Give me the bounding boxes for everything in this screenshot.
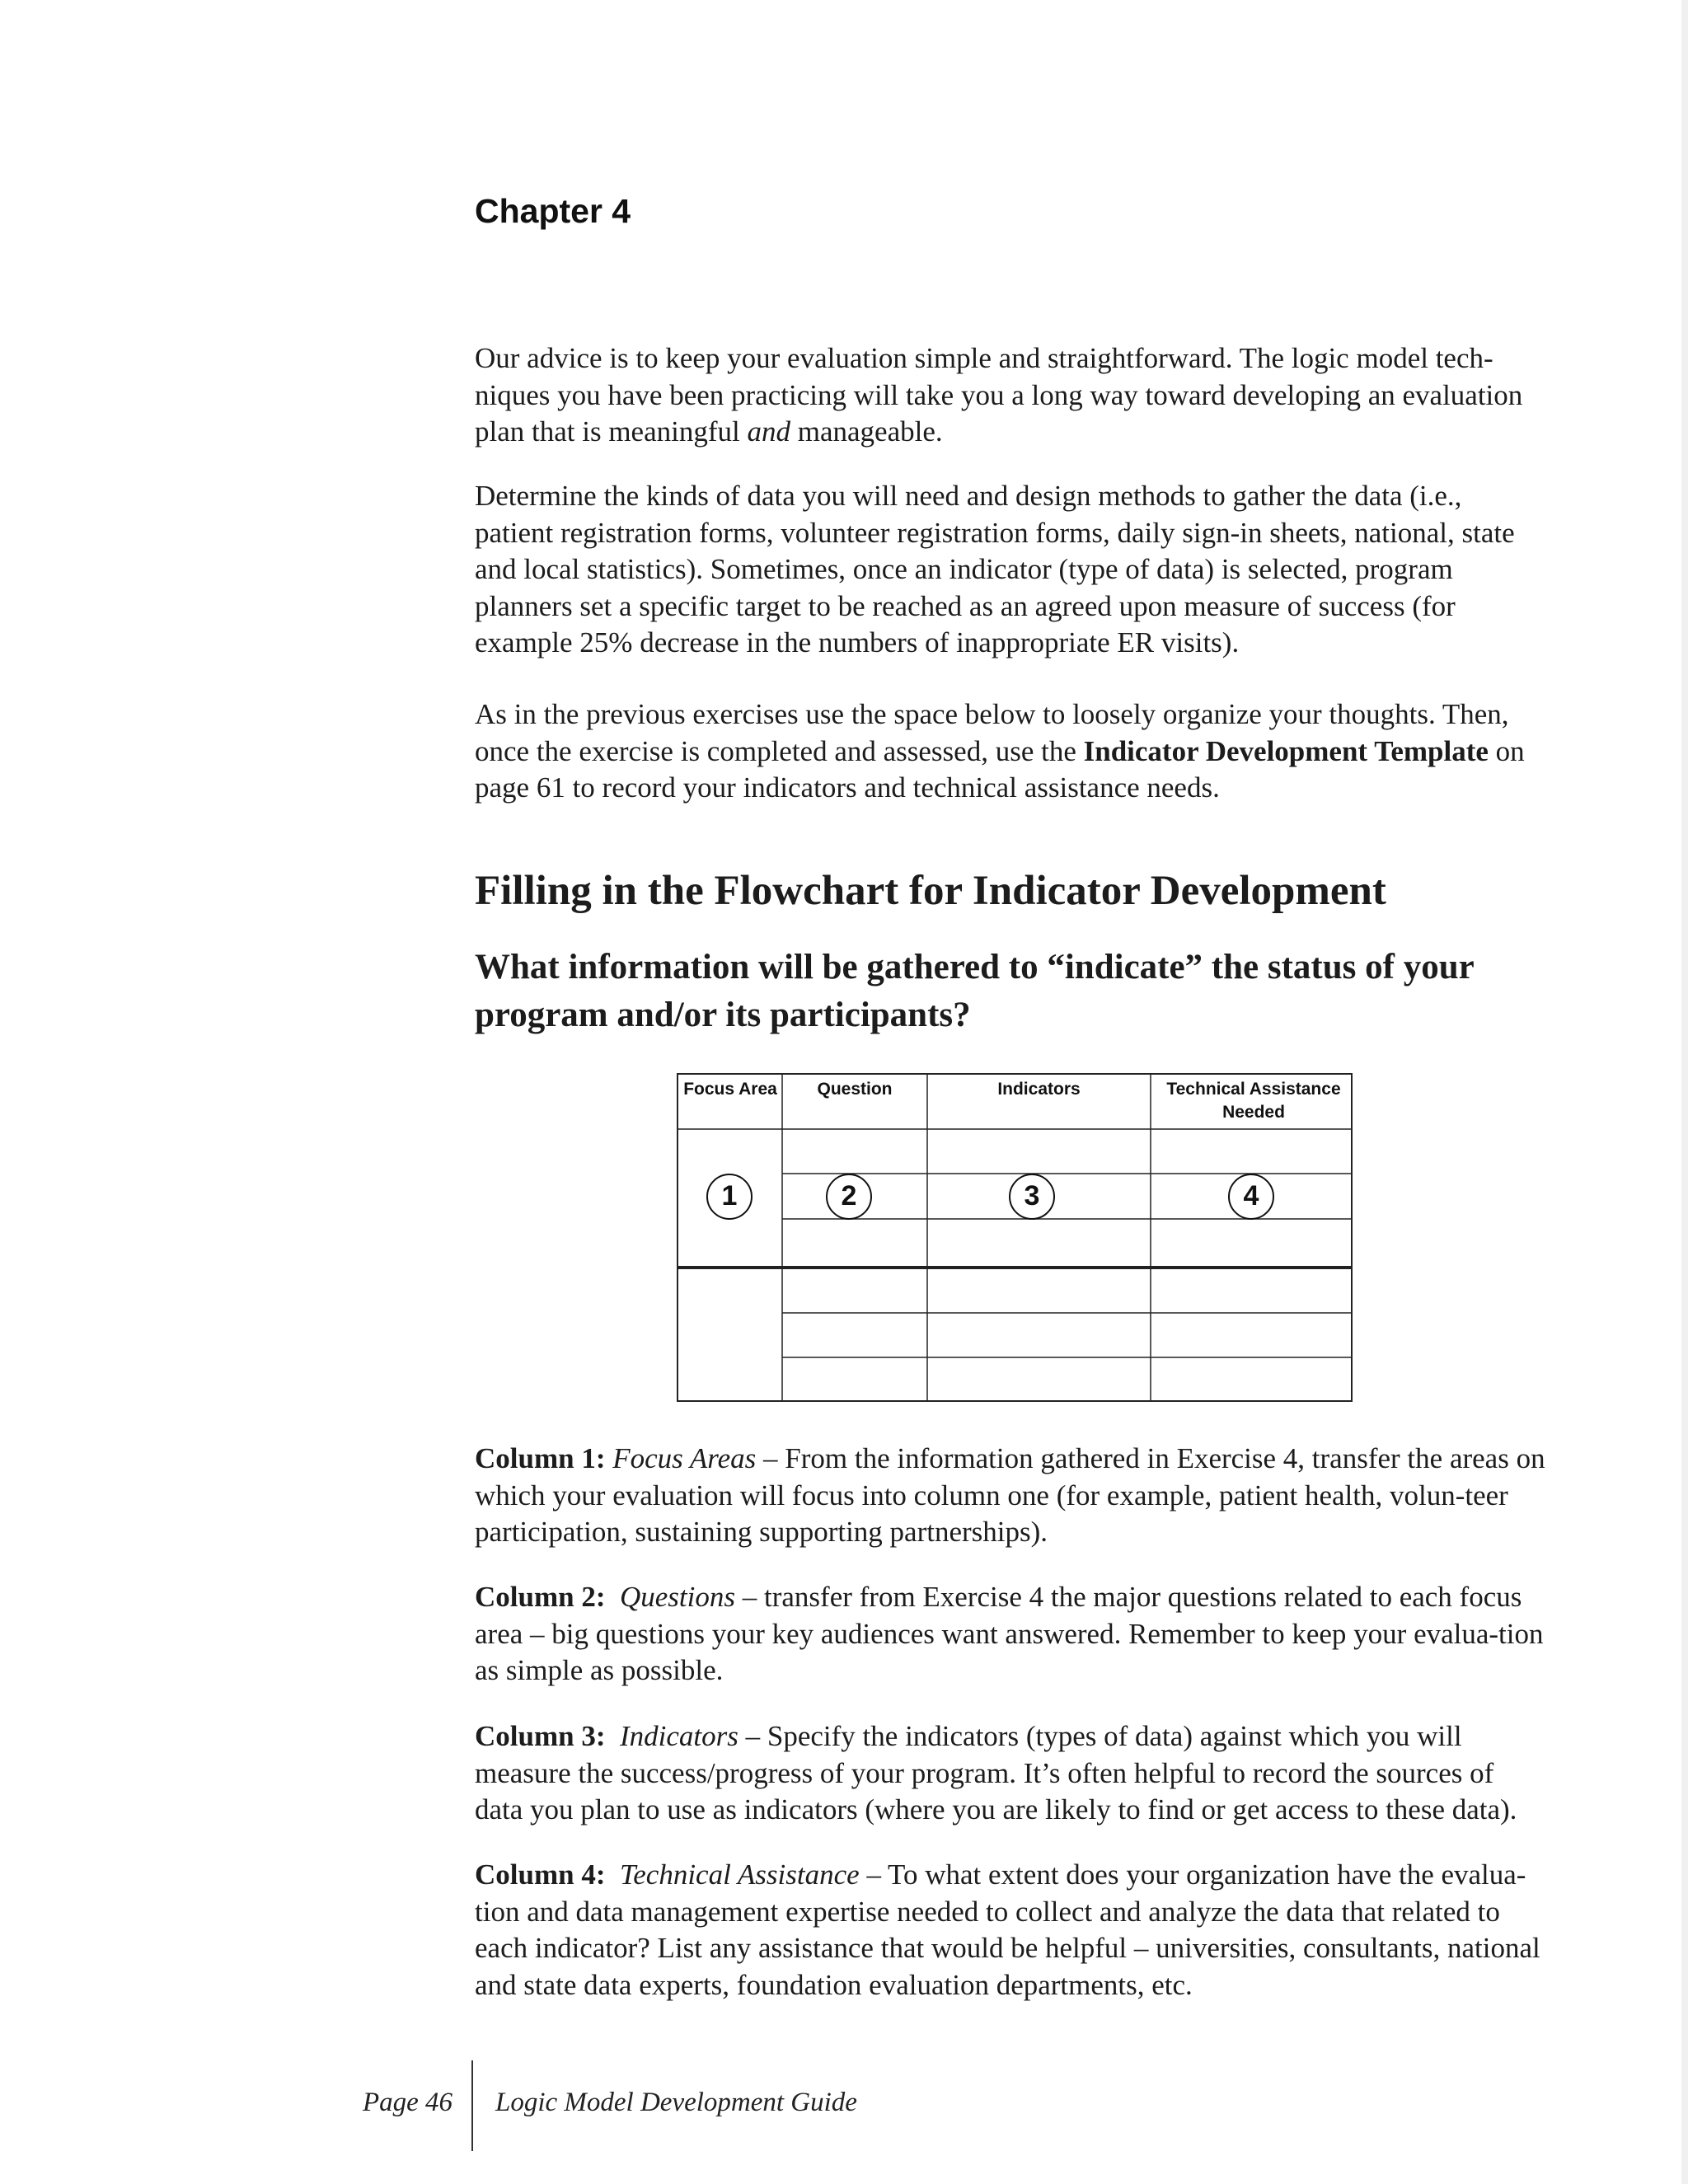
column-3-description [475, 1718, 1546, 1829]
intro-p1-text: Our advice is to keep your evaluation simple and straightforward. The logic model tech-niques you have been practicing will take you a long way toward developing an evaluation plan that is meaningful [475, 342, 1523, 448]
template-reference: Indicator Development Template [1083, 734, 1489, 767]
column-number-4: 4 [1228, 1174, 1274, 1220]
column-number-2: 2 [826, 1174, 872, 1220]
column-4-description [475, 1857, 1546, 2004]
column-2-term: Questions [620, 1581, 735, 1613]
intro-paragraph-1 [475, 340, 1546, 451]
column-1-description [475, 1441, 1546, 1551]
section-subtitle: What information will be gathered to “indicate” the status of your program and/or its participants? [475, 948, 1474, 1034]
page-number: Page 46 [363, 2088, 453, 2117]
header-indicators: Indicators [997, 1080, 1081, 1099]
column-2-label: Column 2: [475, 1581, 606, 1613]
intro-paragraph-3 [475, 696, 1546, 807]
footer-divider [471, 2060, 473, 2151]
page-edge-shade [1681, 0, 1688, 2184]
intro-paragraph-2: Determine the kinds of data you will need and design methods to gather the data (i.e., patient registration forms, volunteer registration forms, daily sign-in sheets, national, state and local statistics). Sometimes, once an indicator (type of data) is selected, program planners set a specific target to be reached as an agreed upon measure of success (for example 25% decrease in the numbers of inappropriate ER visits). [475, 480, 1515, 658]
column-1-label: Column 1: [475, 1442, 606, 1474]
column-4-label: Column 4: [475, 1858, 606, 1891]
header-question: Question [817, 1080, 893, 1099]
column-1-text: – From the information gathered in Exercise 4, transfer the areas on which your evaluation will focus into column one (for example, patient health, volun-teer participation, sustaining supporting partnerships). [475, 1442, 1545, 1548]
column-3-term: Indicators [620, 1720, 738, 1752]
column-number-3: 3 [1009, 1174, 1055, 1220]
header-focus-area: Focus Area [683, 1080, 777, 1099]
column-4-term: Technical Assistance [620, 1858, 860, 1891]
column-2-text: – transfer from Exercise 4 the major questions related to each focus area – big questions your key audiences want answered. Remember to keep your evalua-tion as simple as possible. [475, 1581, 1544, 1686]
intro-p3-tail: on page 61 to record your indicators and technical assistance needs. [475, 734, 1525, 804]
column-4-text: – To what extent does your organization have the evalua-tion and data management expertise needed to collect and analyze the data that related to each indicator? List any assistance that would be helpful – universities, consultants, national and state data experts, foundation evaluation departments, etc. [475, 1858, 1540, 2001]
column-3-text: – Specify the indicators (types of data) against which you will measure the success/progress of your program. It’s often helpful to record the sources of data you plan to use as indicators (where you are likely to find or get access to these data). [475, 1720, 1517, 1825]
column-number-1: 1 [706, 1174, 753, 1220]
intro-p1-tail: manageable. [790, 415, 943, 448]
section-title: Filling in the Flowchart for Indicator Development [475, 868, 1386, 914]
intro-p3-text: As in the previous exercises use the space below to loosely organize your thoughts. Then, once the exercise is completed and assessed, use the [475, 698, 1509, 767]
column-3-label: Column 3: [475, 1720, 606, 1752]
column-2-description [475, 1579, 1546, 1690]
intro-p1-emphasis: and [747, 415, 790, 448]
footer-guide-title: Logic Model Development Guide [495, 2088, 857, 2117]
indicator-flowchart [677, 1073, 1353, 1402]
header-technical-assistance: Technical Assistance Needed [1166, 1080, 1341, 1122]
chapter-heading: Chapter 4 [475, 192, 631, 230]
column-1-term: Focus Areas [612, 1442, 757, 1474]
